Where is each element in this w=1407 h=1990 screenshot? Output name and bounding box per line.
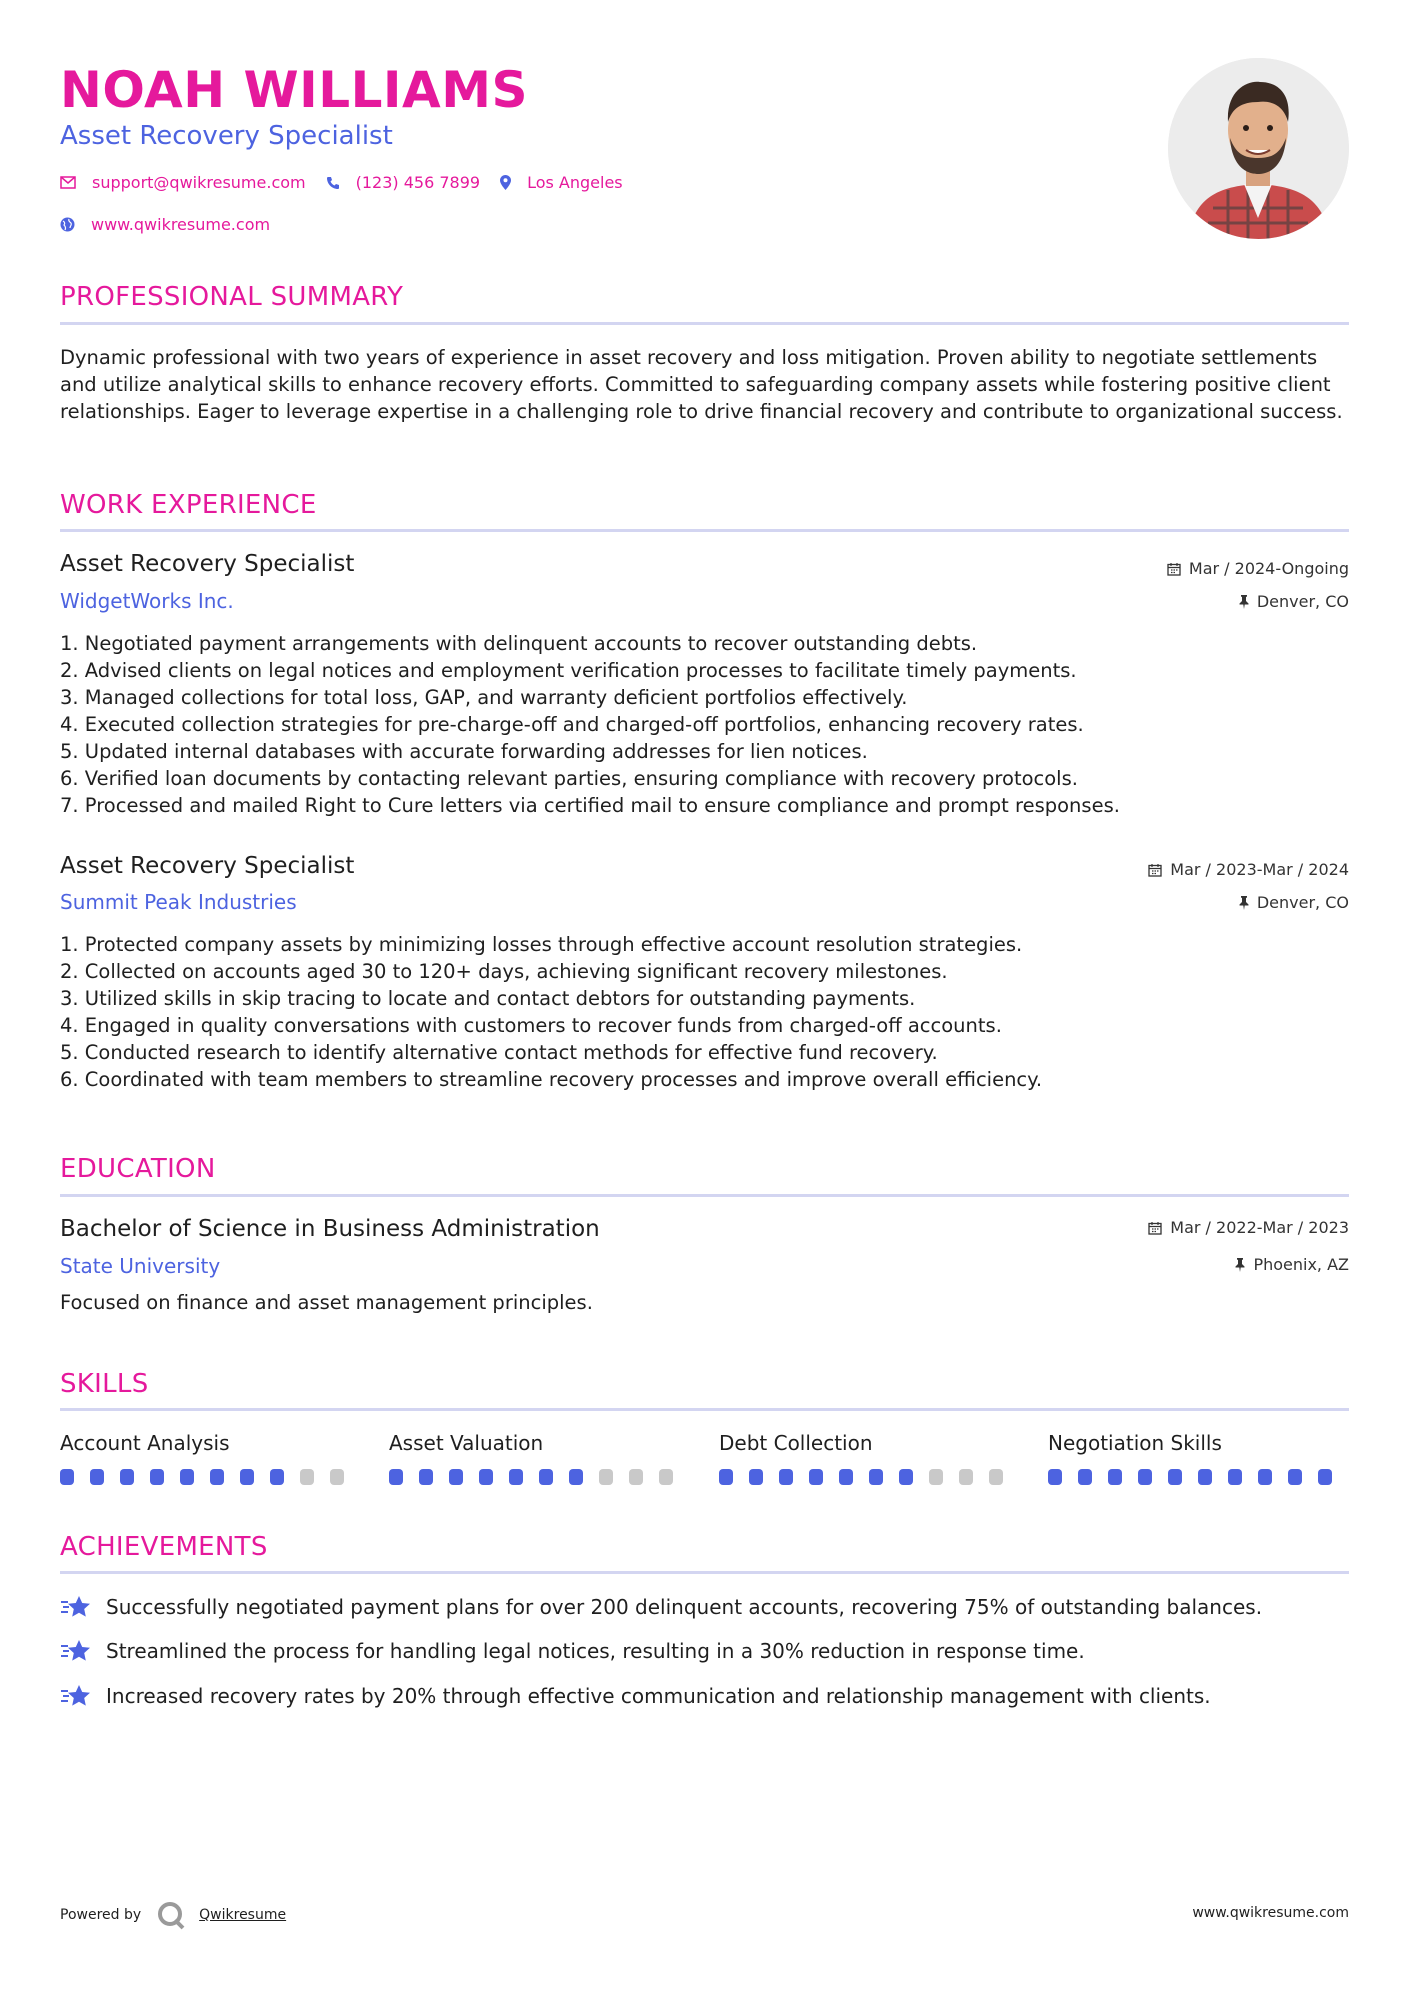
achievement-item	[60, 1593, 1350, 1621]
location-item	[500, 173, 623, 192]
rating-dot-filled	[749, 1469, 763, 1485]
rating-dot-filled	[719, 1469, 733, 1485]
map-pin-icon	[500, 175, 511, 190]
list-item: 2. Advised clients on legal notices and employment verification processes to facilitate timely payments.	[60, 659, 1077, 682]
rating-dot-empty	[929, 1469, 943, 1485]
list-item: 1. Negotiated payment arrangements with delinquent accounts to recover outstanding debts.	[60, 632, 978, 655]
skill-item	[719, 1429, 1019, 1485]
skills-heading: SKILLS	[60, 1369, 149, 1399]
education-location: Phoenix, AZ	[1235, 1254, 1349, 1276]
achievement-text: Successfully negotiated payment plans for over 200 delinquent accounts, recovering 75% of outstanding balances.	[106, 1595, 1263, 1619]
email-item[interactable]	[60, 173, 306, 192]
list-item: 3. Managed collections for total loss, GAP, and warranty deficient portfolios effectively.	[60, 686, 908, 709]
rating-dot-filled	[479, 1469, 493, 1485]
list-item: 1. Protected company assets by minimizing losses through effective account resolution strategies.	[60, 933, 1023, 956]
phone-text: (123) 456 7899	[355, 173, 481, 192]
envelope-icon	[60, 176, 76, 189]
school-name: State University	[60, 1254, 221, 1278]
qwikresume-logo-icon	[155, 1900, 187, 1930]
phone-item[interactable]	[326, 173, 480, 192]
skill-label: Account Analysis	[60, 1431, 230, 1455]
section-divider	[60, 322, 1349, 325]
pushpin-icon	[1239, 896, 1249, 910]
rating-dot-filled	[210, 1469, 224, 1485]
rating-dot-filled	[569, 1469, 583, 1485]
skill-label: Asset Valuation	[389, 1431, 544, 1455]
skill-item	[1048, 1429, 1348, 1485]
rating-dot-filled	[150, 1469, 164, 1485]
achievements-heading: ACHIEVEMENTS	[60, 1532, 268, 1562]
rating-dot-filled	[389, 1469, 403, 1485]
rating-dot-filled	[1318, 1469, 1332, 1485]
email-text: support@qwikresume.com	[92, 173, 306, 192]
list-item: 3. Utilized skills in skip tracing to locate and contact debtors for outstanding payments.	[60, 987, 916, 1010]
rating-dot-empty	[300, 1469, 314, 1485]
rating-dot-filled	[869, 1469, 883, 1485]
rating-dot-empty	[629, 1469, 643, 1485]
website-text: www.qwikresume.com	[91, 215, 271, 234]
footer-branding	[60, 1900, 286, 1930]
contact-row	[60, 173, 643, 192]
job-bullets	[60, 931, 1350, 1093]
footer-website[interactable]: www.qwikresume.com	[1192, 1905, 1349, 1921]
calendar-icon	[1148, 1221, 1162, 1235]
rating-dot-filled	[1288, 1469, 1302, 1485]
achievement-item	[60, 1637, 1350, 1665]
star-icon	[60, 1594, 92, 1620]
rating-dot-filled	[1168, 1469, 1182, 1485]
achievement-text: Increased recovery rates by 20% through effective communication and relationship management with clients.	[106, 1684, 1211, 1708]
pushpin-icon	[1235, 1258, 1245, 1272]
pushpin-icon	[1239, 595, 1249, 609]
section-divider	[60, 1408, 1349, 1411]
education-heading: EDUCATION	[60, 1154, 216, 1184]
achievement-text: Streamlined the process for handling legal notices, resulting in a 30% reduction in response time.	[106, 1639, 1085, 1663]
skill-label: Negotiation Skills	[1048, 1431, 1222, 1455]
rating-dot-empty	[599, 1469, 613, 1485]
rating-dot-filled	[1198, 1469, 1212, 1485]
rating-dot-empty	[959, 1469, 973, 1485]
powered-by-label: Powered by	[60, 1907, 142, 1923]
company-name: WidgetWorks Inc.	[60, 589, 234, 613]
rating-dot-filled	[1138, 1469, 1152, 1485]
brand-link[interactable]: Qwikresume	[199, 1907, 287, 1923]
skill-rating	[719, 1469, 1019, 1485]
rating-dot-filled	[270, 1469, 284, 1485]
phone-icon	[326, 176, 340, 190]
job-bullets	[60, 630, 1350, 819]
calendar-icon	[1148, 863, 1162, 877]
education-description: Focused on finance and asset management principles.	[60, 1291, 593, 1314]
rating-dot-empty	[330, 1469, 344, 1485]
location-text: Los Angeles	[527, 173, 623, 192]
job-title: Asset Recovery Specialist	[60, 551, 355, 577]
rating-dot-filled	[1258, 1469, 1272, 1485]
rating-dot-filled	[899, 1469, 913, 1485]
website-row	[60, 215, 290, 234]
degree-title: Bachelor of Science in Business Administration	[60, 1216, 600, 1242]
skill-item	[389, 1429, 689, 1485]
rating-dot-filled	[120, 1469, 134, 1485]
candidate-title: Asset Recovery Specialist	[60, 121, 393, 151]
job-dates: Mar / 2024-Ongoing	[1167, 558, 1349, 580]
list-item: 6. Verified loan documents by contacting relevant parties, ensuring compliance with recovery protocols.	[60, 767, 1078, 790]
rating-dot-filled	[1228, 1469, 1242, 1485]
rating-dot-filled	[809, 1469, 823, 1485]
rating-dot-filled	[449, 1469, 463, 1485]
summary-heading: PROFESSIONAL SUMMARY	[60, 282, 404, 312]
list-item: 7. Processed and mailed Right to Cure letters via certified mail to ensure compliance and prompt responses.	[60, 794, 1120, 817]
rating-dot-empty	[989, 1469, 1003, 1485]
rating-dot-filled	[779, 1469, 793, 1485]
rating-dot-filled	[1108, 1469, 1122, 1485]
rating-dot-filled	[839, 1469, 853, 1485]
rating-dot-filled	[90, 1469, 104, 1485]
candidate-name: NOAH WILLIAMS	[60, 61, 528, 119]
skill-rating	[60, 1469, 360, 1485]
rating-dot-filled	[539, 1469, 553, 1485]
skill-rating	[1048, 1469, 1348, 1485]
rating-dot-filled	[419, 1469, 433, 1485]
rating-dot-filled	[60, 1469, 74, 1485]
list-item: 2. Collected on accounts aged 30 to 120+ days, achieving significant recovery milestones.	[60, 960, 948, 983]
skill-item	[60, 1429, 360, 1485]
job-title: Asset Recovery Specialist	[60, 853, 355, 879]
rating-dot-filled	[509, 1469, 523, 1485]
skill-rating	[389, 1469, 689, 1485]
company-name: Summit Peak Industries	[60, 890, 297, 914]
rating-dot-filled	[1048, 1469, 1062, 1485]
list-item: 6. Coordinated with team members to streamline recovery processes and improve overall efficiency.	[60, 1068, 1043, 1091]
list-item: 4. Executed collection strategies for pre-charge-off and charged-off portfolios, enhancing recovery rates.	[60, 713, 1084, 736]
section-divider	[60, 1194, 1349, 1197]
rating-dot-empty	[659, 1469, 673, 1485]
globe-icon	[60, 217, 75, 232]
job-location: Denver, CO	[1239, 892, 1349, 914]
rating-dot-filled	[240, 1469, 254, 1485]
star-icon	[60, 1638, 92, 1664]
list-item: 4. Engaged in quality conversations with customers to recover funds from charged-off accounts.	[60, 1014, 1002, 1037]
rating-dot-filled	[180, 1469, 194, 1485]
star-icon	[60, 1683, 92, 1709]
job-location: Denver, CO	[1239, 591, 1349, 613]
experience-heading: WORK EXPERIENCE	[60, 490, 317, 520]
profile-photo	[1168, 58, 1349, 239]
section-divider	[60, 529, 1349, 532]
summary-text: Dynamic professional with two years of experience in asset recovery and loss mitigation. Proven ability to negotiate settlements and utilize analytical skills to enhance recovery efforts. Committed to safeguarding company assets while fostering positive client relationships. Eager to leverage expertise in a challenging role to drive financial recovery and contribute to organizational success.	[60, 346, 1343, 423]
skill-label: Debt Collection	[719, 1431, 873, 1455]
calendar-icon	[1167, 562, 1181, 576]
education-dates: Mar / 2022-Mar / 2023	[1148, 1217, 1349, 1239]
section-divider	[60, 1571, 1349, 1574]
list-item: 5. Updated internal databases with accurate forwarding addresses for lien notices.	[60, 740, 868, 763]
website-item[interactable]	[60, 215, 270, 234]
list-item: 5. Conducted research to identify alternative contact methods for effective fund recovery.	[60, 1041, 938, 1064]
job-dates: Mar / 2023-Mar / 2024	[1148, 859, 1349, 881]
achievement-item	[60, 1682, 1350, 1710]
rating-dot-filled	[1078, 1469, 1092, 1485]
